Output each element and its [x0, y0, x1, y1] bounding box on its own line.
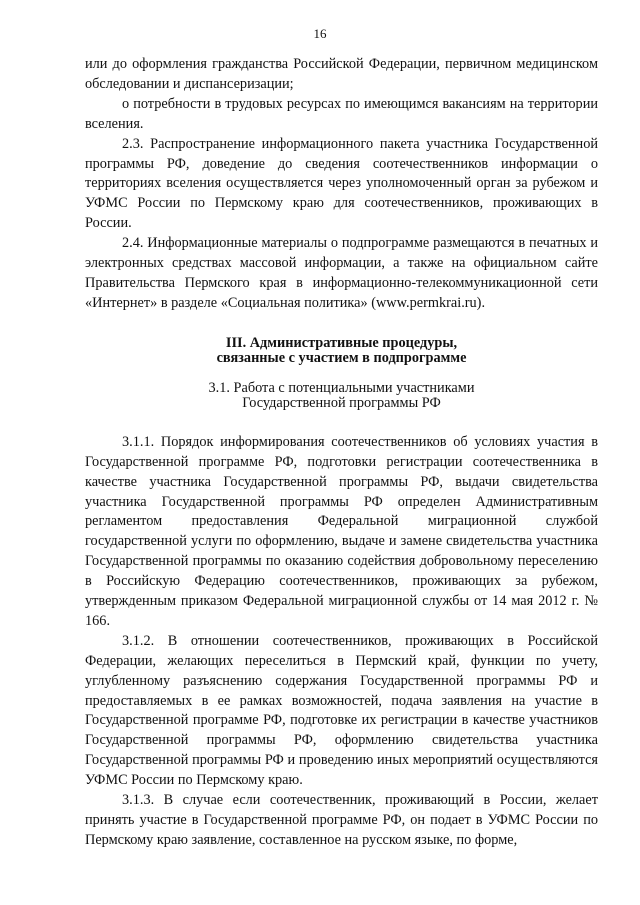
body-paragraph: 3.1.2. В отношении соотечественников, проживающих в Российской Федерации, желающих переселиться в Пермский край, функции по учету, углубленному разъяснению содержания Государственной программы РФ и предоставляемых в ее рамках возможностей, подача заявления на участие в Государственной программе РФ, подготовке их регистрации в качестве участников Государственной программы РФ, оформлению свидетельства участника Государственной программы РФ и проведению иных мероприятий осуществляются УФМС России по Пермскому краю. — [85, 632, 598, 789]
section-heading-line-1: III. Административные процедуры, — [225, 334, 458, 351]
page-number: 16 — [313, 26, 327, 41]
body-paragraph: 2.3. Распространение информационного пакета участника Государственной программы РФ, доведение до сведения соотечественников информации о территориях вселения осуществляется через уполномоченный орган за рубежом и УФМС России по Пермскому краю для соотечественников, проживающих в России. — [85, 135, 598, 232]
body-paragraph: 3.1.3. В случае если соотечественник, проживающий в России, желает принять участие в Государственной программе РФ, он подает в УФМС России по Пермскому краю заявление, составленное на русском языке, по форме, — [85, 792, 598, 848]
body-paragraph: 2.4. Информационные материалы о подпрограмме размещаются в печатных и электронных средствах массовой информации, а также на официальном сайте Правительства Пермского края в информационно-телекоммуникационной сети «Интернет» в разделе «Социальная политика» (www.permkrai.ru). — [85, 235, 598, 311]
body-paragraph: 3.1.1. Порядок информирования соотечественников об условиях участия в Государственной программе РФ, подготовки регистрации соотечественника в качестве участника Государственной программы РФ, выдачи свидетельства участника Государственной программы РФ определен Административным регламентом предоставления Федеральной миграционной службой государственной услуги по оформлению, выдаче и замене свидетельства участника Государственной программы по оказанию содействия добровольному переселению в Российскую Федерацию соотечественников, проживающих за рубежом, утвержденным приказом Федеральной миграционной службы от 14 мая 2012 г. № 166. — [85, 433, 598, 629]
section-heading — [85, 336, 598, 367]
subsection-heading-line-1: 3.1. Работа с потенциальными участниками — [208, 379, 475, 396]
section-heading-line-2: связанные с участием в подпрограмме — [216, 350, 467, 367]
subsection-heading-line-2: Государственной программы РФ — [242, 395, 441, 412]
paragraph-group-before — [85, 55, 598, 314]
body-paragraph: или до оформления гражданства Российской Федерации, первичном медицинском обследовании и диспансеризации; — [85, 56, 598, 92]
subsection-heading — [85, 381, 598, 412]
paragraph-group-after — [85, 433, 598, 851]
body-paragraph: о потребности в трудовых ресурсах по имеющимся вакансиям на территории вселения. — [85, 95, 598, 132]
document-body — [85, 55, 598, 851]
